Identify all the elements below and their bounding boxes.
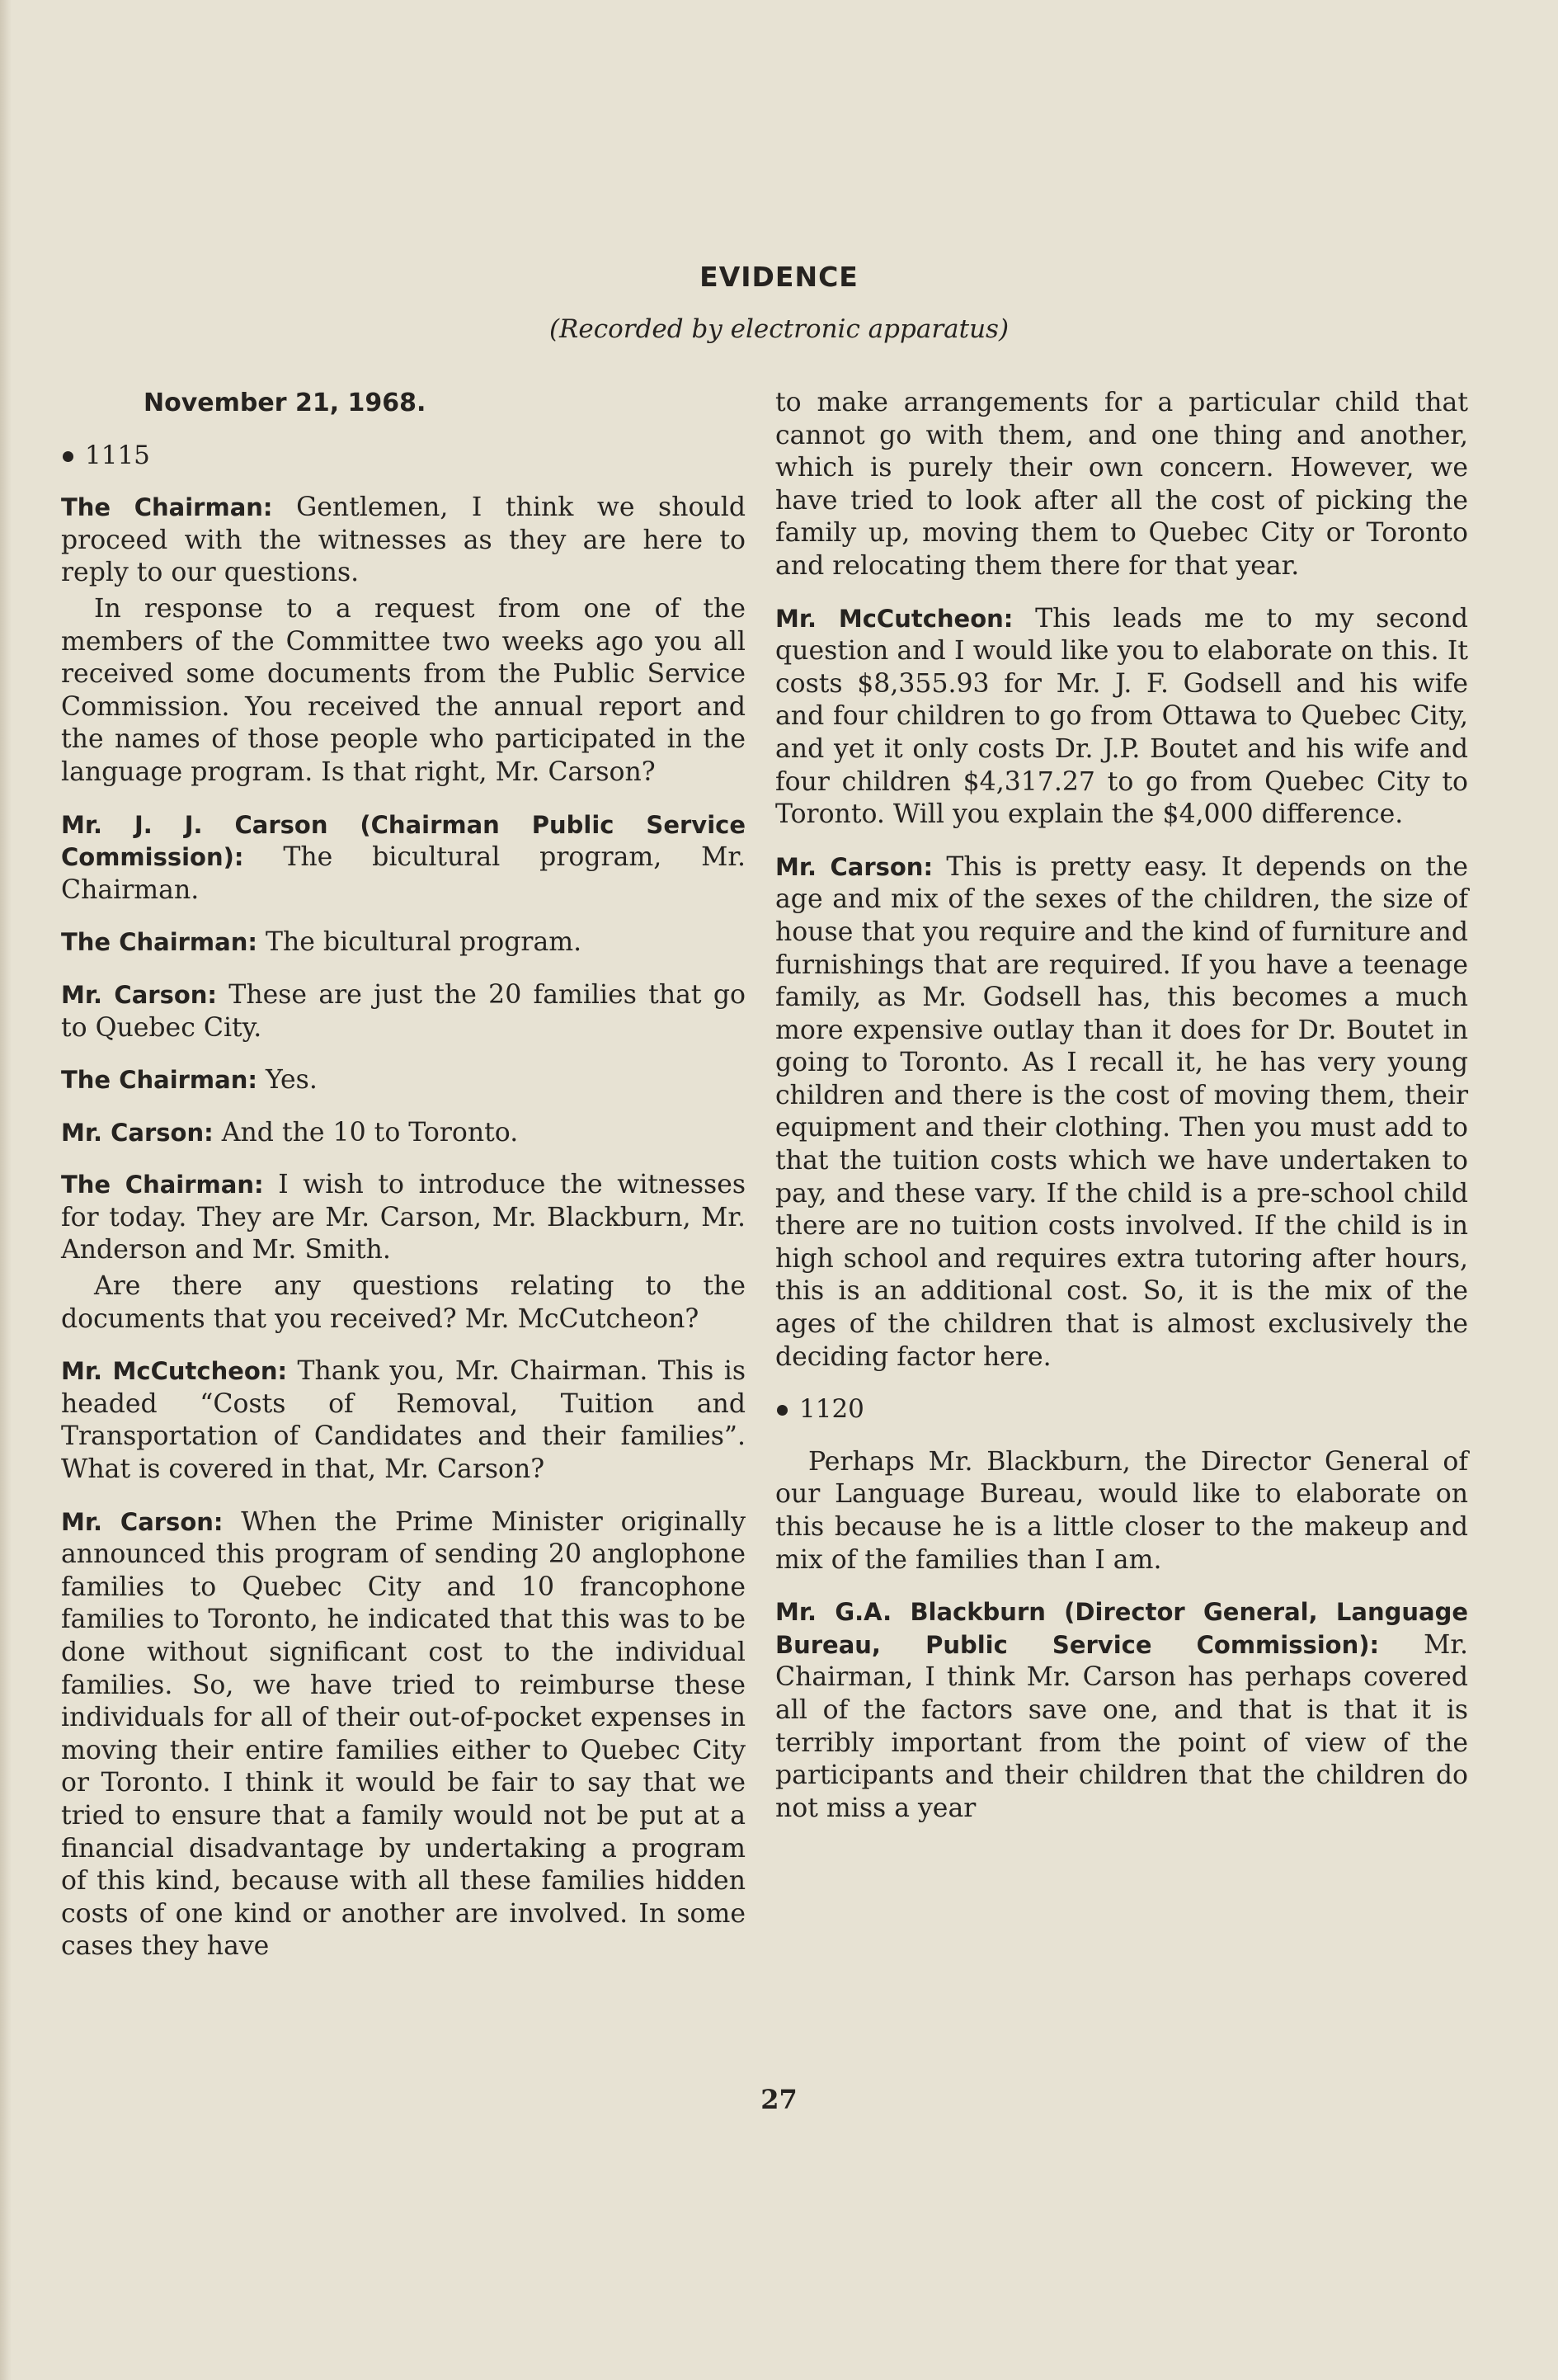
bullet-icon [63,451,73,462]
paragraph [61,1117,746,1150]
paragraph-text: The bicultural program, Mr. Chairman. [61,842,746,905]
paragraph [61,979,746,1044]
paragraph [61,1270,746,1336]
paragraph [61,1506,746,1963]
paragraph [775,603,1468,832]
paragraph-text: Mr. Chairman, I think Mr. Carson has perhaps covered all of the factors save one, and that is that it is terribly important from the point of view of the participants and their children that the children do not miss a year [775,1629,1468,1823]
paragraph [775,1596,1468,1825]
paragraph [61,809,746,907]
paragraph-text: In response to a request from one of the members of the Committee two weeks ago you all received some documents from the Public Service Commission. You received the annual report and the names of those people who participated in the language program. Is that right, Mr. Carson? [61,593,746,787]
paragraph [775,851,1468,1374]
speaker-label: Mr. Carson: [61,980,218,1009]
speaker-label: The Chairman: [61,493,273,522]
speaker-label: Mr. Carson: [61,1118,214,1147]
paragraph [775,1446,1468,1576]
paragraph-text: to make arrangements for a particular child that cannot go with them, and one thing and another, which is purely their own concern. However, we have tried to look after all the cost of picking the family up, moving them to Quebec City or Toronto and relocating them there for that year. [775,388,1468,581]
paragraph-text: Gentlemen, I think we should proceed with the witnesses as they are here to reply to our questions. [61,492,746,588]
time-marker-1115 [61,440,746,473]
left-column [61,387,746,1983]
paragraph [61,492,746,590]
paragraph-text: Perhaps Mr. Blackburn, the Director General of our Language Bureau, would like to elaborate on this because he is a little closer to the makeup and mix of the families than I am. [775,1446,1468,1575]
page-subtitle: (Recorded by electronic apparatus) [548,314,1010,344]
speaker-label: Mr. McCutcheon: [775,604,1014,633]
page-binding-edge [0,0,12,2380]
paragraph [61,1169,746,1267]
paragraph-text: When the Prime Minister originally announced this program of sending 20 anglophone families to Quebec City and 10 francophone families to Toronto, he indicated that this was to be done without significant cost to the individual families. So, we have tried to reimburse these individuals for all of their out-of-pocket expenses in moving their entire families either to Quebec City or Toronto. I think it would be fair to say that we tried to ensure that a family would not be put at a financial disadvantage by undertaking a program of this kind, because with all these families hidden costs of one kind or another are involved. In some cases they have [61,1506,746,1962]
paragraph [61,593,746,789]
paragraph-text: The bicultural program. [257,927,582,958]
speaker-label: Mr. G.A. Blackburn (Director General, Language Bureau, Public Service Commission): [775,1598,1468,1659]
time-marker-label: 1120 [799,1394,864,1425]
paragraph-text: Are there any questions relating to the documents that you received? Mr. McCutcheon? [61,1271,746,1334]
paragraph-text: These are just the 20 families that go to Quebec City. [61,979,746,1043]
paragraph-text: And the 10 to Toronto. [213,1117,519,1148]
page-title: EVIDENCE [699,261,859,293]
paragraph-text: Thank you, Mr. Chairman. This is headed “Costs of Removal, Tuition and Transportation of Candidates and their families”. What is covered in that, Mr. Carson? [61,1356,746,1485]
paragraph-text: I wish to introduce the witnesses for today. They are Mr. Carson, Mr. Blackburn, Mr. Anderson and Mr. Smith. [61,1170,746,1265]
speaker-label: The Chairman: [61,1171,264,1199]
time-marker-1120 [775,1393,1468,1426]
paragraph-text: This is pretty easy. It depends on the age and mix of the sexes of the children, the size of house that you require and the kind of furniture and furnishings that are required. If you have a teenage family, as Mr. Godsell has, this becomes a much more expensive outlay than it does for Dr. Boutet in going to Toronto. As I recall it, he has very young children and there is the cost of moving them, their equipment and their clothing. Then you must add to that the tuition costs which we have undertaken to pay, and these vary. If the child is a pre-school child there are no tuition costs involved. If the child is in high school and requires extra tutoring after hours, this is an additional cost. So, it is the mix of the ages of the children that is almost exclusively the deciding factor here. [775,851,1468,1372]
bullet-icon [777,1405,788,1416]
paragraph [61,1355,746,1486]
speaker-label: The Chairman: [61,928,257,957]
speaker-label: The Chairman: [61,1066,257,1095]
speaker-label: Mr. Carson: [775,852,934,881]
session-date: November 21, 1968. [144,389,426,417]
page-number: 27 [760,2084,798,2115]
paragraph-text: Yes. [257,1065,318,1096]
time-marker-label: 1115 [85,440,150,470]
paragraph [775,387,1468,583]
paragraph-text: This leads me to my second question and I would like you to elaborate on this. It costs $8,355.93 for Mr. J. F. Godsell and his wife and four children to go from Ottawa to Quebec City, and yet it only costs Dr. J.P. Boutet and his wife and four children $4,317.27 to go from Quebec City to Toronto. Will you explain the $4,000 difference. [775,603,1468,830]
speaker-label: Mr. J. J. Carson (Chairman Public Service Commission): [61,810,746,872]
paragraph [61,926,746,959]
speaker-label: Mr. McCutcheon: [61,1357,288,1386]
paragraph [61,1064,746,1097]
speaker-label: Mr. Carson: [61,1507,224,1536]
right-column [775,387,1468,1845]
